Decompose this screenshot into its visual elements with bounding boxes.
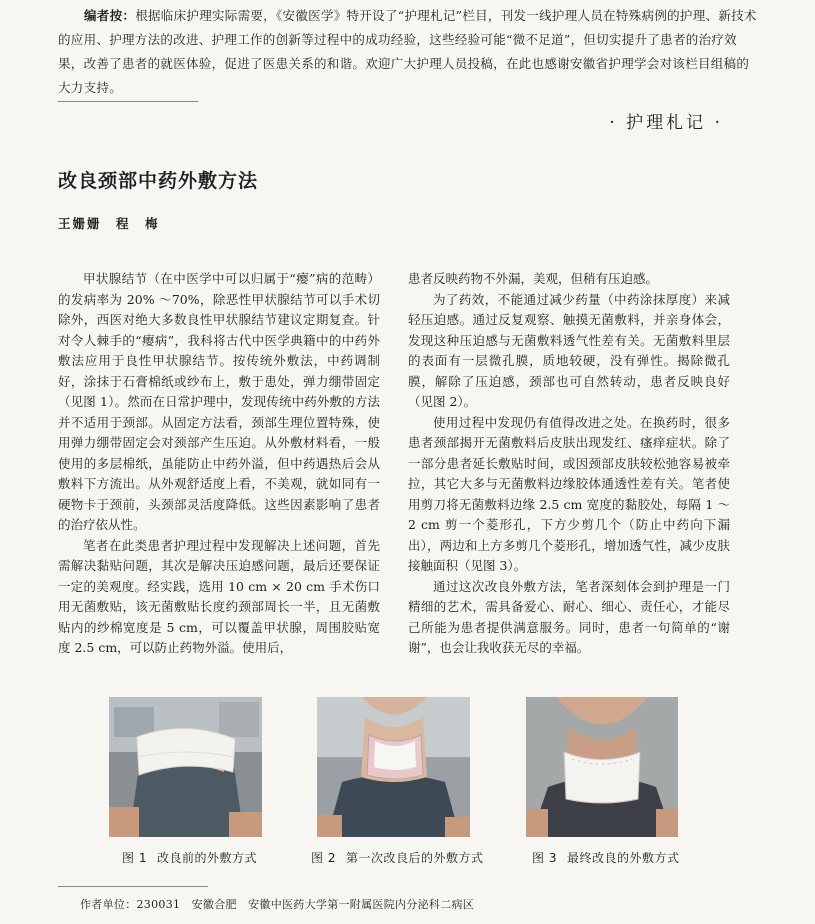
body-paragraph: 通过这次改良外敷方法，笔者深刻体会到护理是一门精细的艺术，需具备爱心、耐心、细心、责任心，才能尽己所能为患者提供满意服务。同时，患者一句简单的“谢谢”，也会让我收获无尽的幸福。 bbox=[408, 578, 730, 655]
footer-divider bbox=[58, 886, 208, 887]
figure-3-photo bbox=[526, 697, 678, 837]
article-authors: 王姗姗 程 梅 bbox=[58, 216, 160, 231]
figure-1-caption bbox=[122, 849, 257, 866]
body-column-left bbox=[58, 269, 380, 659]
body-paragraph: 使用过程中发现仍有值得改进之处。在换药时，很多患者颈部揭开无菌敷料后皮肤出现发红、瘙痒症状。除了一部分患者延长敷贴时间，或因颈部皮肤较松弛容易被牵拉，其它大多与无菌敷料边缘胶体通透性差有关。笔者使用剪刀将无菌敷料边缘 2.5 cm 宽度的黏胶处，每隔 1 ～2 cm 剪一个菱形孔，下方少剪几个（防止中药向下漏出），两边和上方多剪几个菱形孔，增加透气性，减少皮肤接触面积（见图 3）。 bbox=[408, 414, 730, 573]
body-column-right bbox=[408, 269, 730, 659]
editor-note-text: 根据临床护理实际需要，《安徽医学》特开设了“护理札记”栏目，刊发一线护理人员在特殊病例的护理、新技术的应用、护理方法的改进、护理工作的创新等过程中的成功经验，这些经验可能“微不足道”，但切实提升了患者的治疗效果，改善了患者的就医体验，促进了医患关系的和谐。欢迎广大护理人员投稿，在此也感谢安徽省护理学会对该栏目组稿的大力支持。 bbox=[58, 8, 757, 95]
body-paragraph: 患者反映药物不外漏，美观，但稍有压迫感。 bbox=[408, 271, 659, 286]
editor-note-divider bbox=[58, 101, 198, 102]
body-paragraph: 甲状腺结节（在中医学中可以归属于“瘿”病的范畴）的发病率为 20% ～70%，除恶性甲状腺结节可以手术切除外，西医对绝大多数良性甲状腺结节建议定期复查。针对令人棘手的“瘿病”，我科将古代中医学典籍中的中药外敷法应用于良性甲状腺结节。按传统外敷法，中药调制好，涂抹于石膏棉纸或纱布上，敷于患处，弹力绷带固定（见图 1）。然而在日常护理中，发现传统中药外敷的方法并不适用于颈部。从固定方法看，颈部生理位置特殊，使用弹力绷带固定会对颈部产生压迫。从外敷材料看，一般使用的多层棉纸，虽能防止中药外溢，但中药遇热后会从敷料下方流出。从外观舒适度上看，不美观，就如同有一硬物卡于颈前，头颈部灵活度降低。这些因素影响了患者的治疗依从性。 bbox=[58, 271, 380, 532]
figure-1-photo bbox=[109, 697, 262, 837]
figure-2-caption-text: 第一次改良后的外敷方式 bbox=[345, 851, 484, 865]
column-tag: · 护理札记 · bbox=[609, 113, 723, 133]
body-paragraph: 笔者在此类患者护理过程中发现解决上述问题，首先需解决黏贴问题，其次是解决压迫感问题，最后还要保证一定的美观度。经实践，选用 10 cm × 20 cm 手术伤口用无菌敷贴，该无菌敷贴长度约颈部周长一半，且无菌敷贴内的纱棉宽度是 5 cm，可以覆盖甲状腺，周围胶贴宽度 2.5 cm，可以防止药物外溢。使用后， bbox=[58, 537, 380, 655]
author-affiliation: 作者单位：230031 安徽合肥 安徽中医药大学第一附属医院内分泌科二病区 bbox=[80, 898, 475, 911]
figure-1-number: 图 1 bbox=[122, 851, 147, 865]
figure-2-caption bbox=[311, 849, 483, 866]
figure-2-photo bbox=[317, 697, 470, 837]
editor-note-label: 编者按： bbox=[84, 8, 136, 23]
editor-note bbox=[58, 4, 758, 100]
figure-2-number: 图 2 bbox=[311, 851, 336, 865]
body-paragraph: 为了药效，不能通过减少药量（中药涂抹厚度）来减轻压迫感。通过反复观察、触摸无菌敷料，并亲身体会，发现这种压迫感与无菌敷料透气性差有关。无菌敷料里层的表面有一层微孔膜，质地较硬，没有弹性。揭除微孔膜，解除了压迫感，颈部也可自然转动，患者反映良好（见图 2）。 bbox=[408, 291, 730, 409]
figure-1-caption-text: 改良前的外敷方式 bbox=[156, 851, 257, 865]
figure-3-number: 图 3 bbox=[532, 851, 557, 865]
article-title: 改良颈部中药外敷方法 bbox=[58, 170, 259, 192]
figure-3-caption bbox=[532, 849, 679, 866]
figure-3-caption-text: 最终改良的外敷方式 bbox=[566, 851, 680, 865]
